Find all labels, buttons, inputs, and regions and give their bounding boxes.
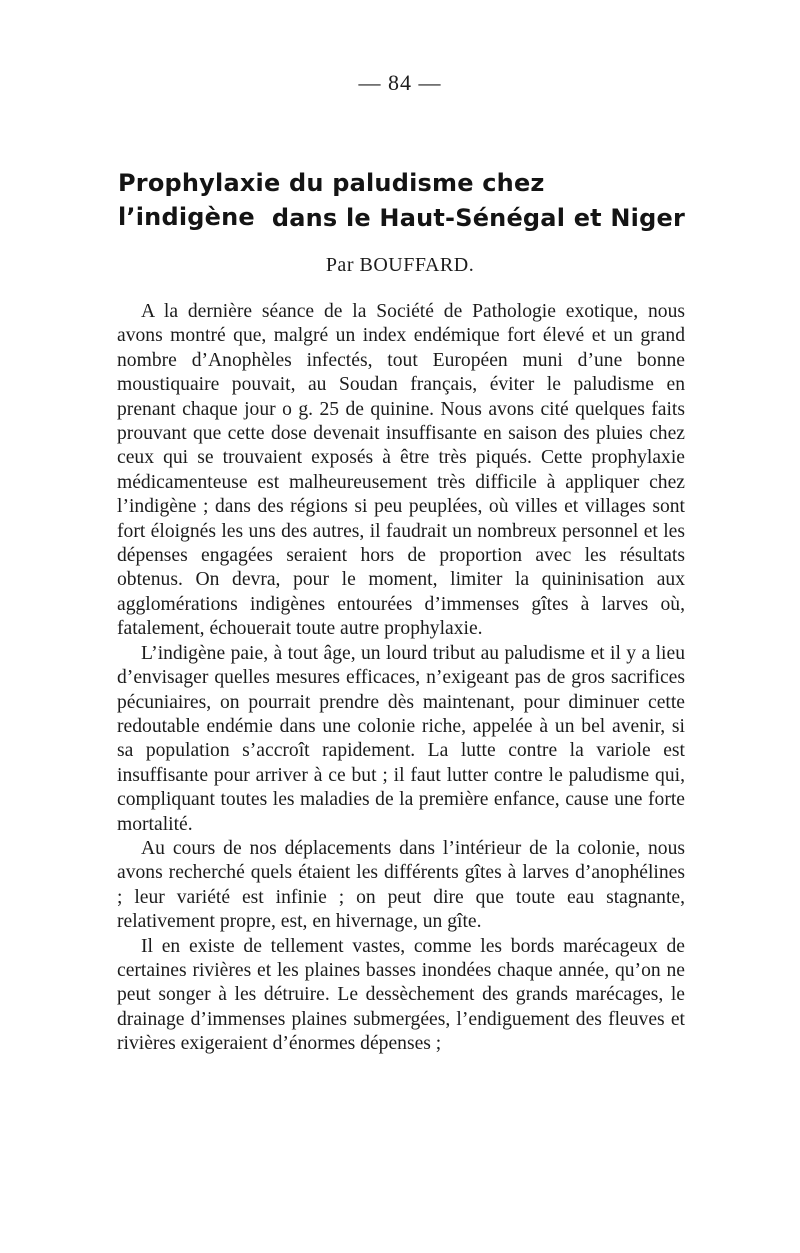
paragraph-2: L’indigène paie, à tout âge, un lourd tribut au paludisme et il y a lieu d’envisager quelles mesures efficaces, n’exigeant pas de gros sacrifices pécuniaires, on pourrait prendre dès maintenant, pour diminuer cette redoutable endémie dans une colonie riche, appelée à un bel avenir, si sa population s’accroît rapidement. La lutte contre la variole est insuffisante pour arriver à ce but ; il faut lutter contre le paludisme qui, compliquant toutes les maladies de la première enfance, cause une forte mortalité. xyxy=(117,642,685,835)
author-byline: Par BOUFFARD. xyxy=(325,254,475,276)
paragraph-3: Au cours de nos déplacements dans l’intérieur de la colonie, nous avons recherché quels étaient les différents gîtes à larves d’anophélines ; leur variété est infinie ; on peut dire que toute eau stagnante, relativement propre, est, en hivernage, un gîte. xyxy=(117,837,685,933)
article-title-line-1: Prophylaxie du paludisme chez l’indigène xyxy=(118,169,545,231)
article-title-line-2: dans le Haut-Sénégal et Niger xyxy=(271,204,685,232)
paragraph-4: Il en existe de tellement vastes, comme les bords marécageux de certaines rivières et les plaines basses inondées chaque année, qu’on ne peut songer à les détruire. Le dessèchement des grands marécages, le drainage d’immenses plaines submergées, l’endiguement des fleuves et rivières exigeraient d’énormes dépenses ; xyxy=(117,935,685,1055)
paragraph-1: A la dernière séance de la Société de Pathologie exotique, nous avons montré que, malgré un index endémique fort élevé et un grand nombre d’Anophèles infectés, tout Européen muni d’une bonne moustiquaire pouvait, au Soudan français, éviter le paludisme en prenant chaque jour o g. 25 de quinine. Nous avons cité quelques faits prouvant que cette dose devenait insuffisante en saison des pluies chez ceux qui se trouvaient exposés à être très piqués. Cette prophylaxie médicamenteuse est malheureusement très difficile à appliquer chez l’indigène ; dans des régions si peu peuplées, où villes et villages sont fort éloignés les uns des autres, il faudrait un nombreux personnel et les dépenses engagées seraient hors de proportion avec les résultats obtenus. On devra, pour le moment, limiter la quininisation aux agglomérations indigènes entourées d’immenses gîtes à larves où, fatalement, échouerait toute autre prophylaxie. xyxy=(117,301,685,640)
article-body xyxy=(117,300,685,1057)
page-number: — 84 — xyxy=(358,70,442,95)
